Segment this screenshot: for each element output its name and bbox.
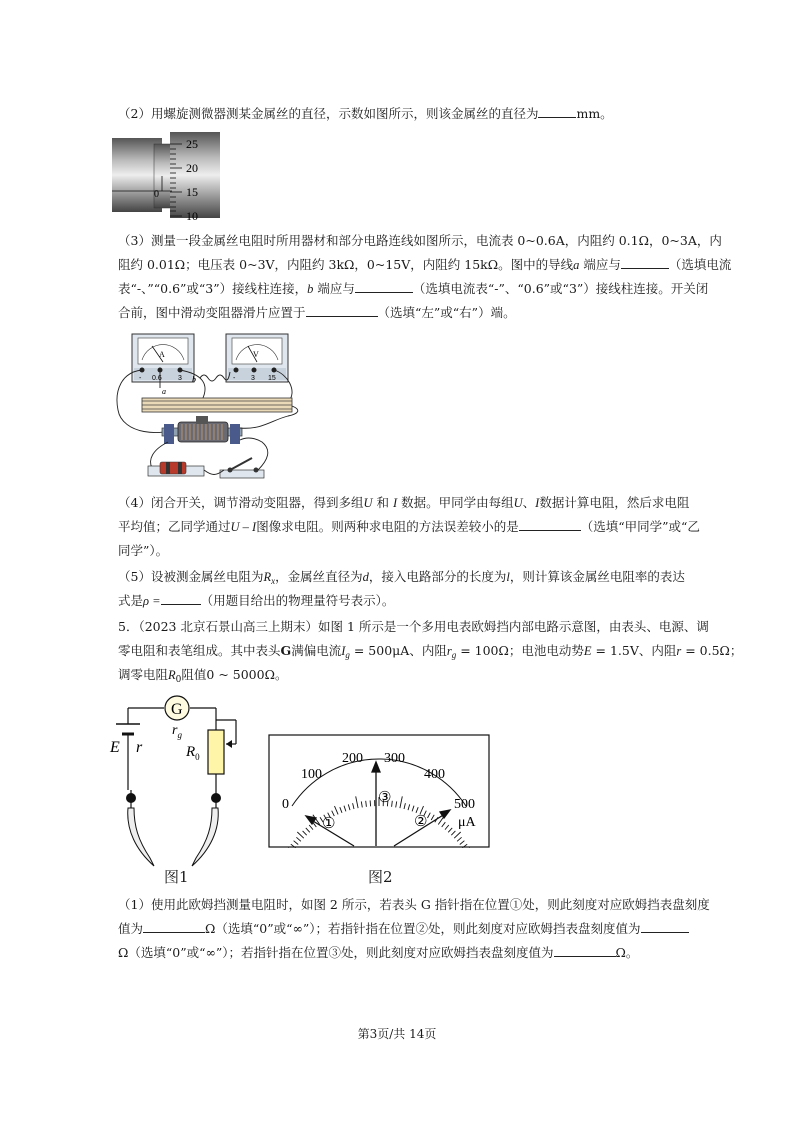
voltmeter-terminal-15: 15 xyxy=(268,375,276,382)
q4-line1: （4）闭合开关，调节滑动变阻器，得到多组U 和 I 数据。甲同学由每组U、I数据计算电阻，然后求电阻 xyxy=(118,495,690,510)
figure-1-ohmmeter-circuit xyxy=(108,690,258,890)
wire-b-label: b xyxy=(192,375,196,384)
voltmeter-symbol: V xyxy=(253,350,259,359)
p5q1-line1: （1）使用此欧姆挡测量电阻时，如图 2 所示，若表头 G 指针指在位置①处，则此刻度对应欧姆挡表盘刻度 xyxy=(118,897,710,912)
scale-200: 200 xyxy=(342,751,363,766)
voltmeter-terminal-3: 3 xyxy=(251,375,255,382)
micrometer-label-10: 10 xyxy=(186,209,198,220)
micrometer-label-25: 25 xyxy=(186,137,198,151)
micrometer-zero: 0 xyxy=(154,189,159,200)
answer-blank[interactable] xyxy=(143,920,205,933)
micrometer-figure xyxy=(110,130,222,220)
scale-400: 400 xyxy=(424,767,445,782)
ammeter-terminal-neg: - xyxy=(139,375,142,382)
q3-line4: 合前，图中滑动变阻器滑片应置于 （选填“左”或“右”）端。 xyxy=(118,305,516,320)
answer-blank[interactable] xyxy=(161,592,201,605)
micrometer-label-20: 20 xyxy=(186,161,198,175)
ammeter xyxy=(132,334,194,382)
unit-label: μA xyxy=(458,815,476,830)
scale-100: 100 xyxy=(301,767,322,782)
answer-blank[interactable] xyxy=(355,280,413,293)
figure-2-caption: 图2 xyxy=(368,868,393,886)
q3-line2: 阻约 0.01Ω；电压表 0~3V，内阻约 3kΩ，0~15V，内阻约 15kΩ。图中的导线a 端应与 （选填电流 xyxy=(118,257,732,272)
position-1-label: ① xyxy=(322,814,336,832)
resistance-wire-board xyxy=(142,398,292,412)
answer-blank[interactable] xyxy=(538,105,576,118)
ammeter-terminal-0.6: 0.6 xyxy=(152,375,162,382)
page-footer: 第3页/共 14页 xyxy=(357,1027,437,1041)
figure-1-caption: 图1 xyxy=(164,868,189,886)
battery xyxy=(148,462,204,476)
switch xyxy=(220,458,264,478)
p5-line3: 调零电阻$R_0$阻值0 ~ 5000Ω。 xyxy=(118,667,288,685)
test-lead-left xyxy=(126,793,154,866)
galvanometer-symbol xyxy=(165,696,189,720)
q4-line3: 同学”）。 xyxy=(118,543,169,558)
p5q1-line2: 值为 Ω（选填“0”或“∞”）；若指针指在位置②处，则此刻度对应欧姆挡表盘刻度值为 xyxy=(118,920,689,938)
sliding-rheostat xyxy=(162,416,242,444)
battery-symbol xyxy=(116,724,140,734)
internal-r-label: r xyxy=(136,739,143,756)
q3-line3: 表“-、”“0.6”或“3”）接线柱连接，b 端应与 （选填电流表“-”、“0.6”或“3”）接线柱连接。开关闭 xyxy=(118,281,709,296)
emf-label: E xyxy=(110,739,120,756)
voltmeter xyxy=(226,334,288,382)
answer-blank[interactable] xyxy=(519,518,581,531)
dial-tick xyxy=(370,800,371,806)
answer-blank[interactable] xyxy=(641,920,689,933)
scale-0: 0 xyxy=(282,797,289,812)
scale-500: 500 xyxy=(454,797,475,812)
galvanometer-label: G xyxy=(171,701,183,718)
resistor-R0 xyxy=(208,730,232,774)
q5-line1: （5）设被测金属丝电阻为$R_x$，金属丝直径为d，接入电路部分的长度为l，则计算该金属丝电阻率的表达 xyxy=(118,569,685,586)
p5-line2: 零电阻和表笔组成。其中表头G满偏电流$I_g = 500\mu A$、内阻$r_g = 100\Omega$；电池电动势E = 1.5V、内阻r = 0.5Ω； xyxy=(118,643,743,660)
voltmeter-terminal-neg: - xyxy=(233,375,236,382)
test-lead-right xyxy=(192,793,221,866)
wire-a-label: a xyxy=(162,387,166,396)
ammeter-symbol: A xyxy=(159,350,165,359)
micrometer-label-15: 15 xyxy=(186,185,198,199)
position-3-label: ③ xyxy=(378,788,392,806)
R0-label: $R_0$ xyxy=(186,744,200,762)
p5q1-line3: Ω（选填“0”或“∞”）；若指针指在位置③处，则此刻度对应欧姆挡表盘刻度值为 Ω。 xyxy=(118,945,639,960)
ammeter-terminal-3: 3 xyxy=(178,375,182,382)
q4-line2: 平均值；乙同学通过U – I图像求电阻。则两种求电阻的方法误差较小的是 （选填“甲同学”或“乙 xyxy=(118,519,700,534)
q5-line2: 式是ρ = （用题目给出的物理量符号表示）。 xyxy=(118,593,395,608)
answer-blank[interactable] xyxy=(306,304,378,317)
q2-text: （2）用螺旋测微器测某金属丝的直径，示数如图所示，则该金属丝的直径为 mm。 xyxy=(118,106,613,121)
p5-line1: 5．（2023 北京石景山高三上期末）如图 1 所示是一个多用电表欧姆挡内部电路示意图，由表头、电源、调 xyxy=(118,619,709,634)
answer-blank[interactable] xyxy=(554,944,616,957)
rg-label: $r_g$ xyxy=(172,723,182,740)
position-2-label: ② xyxy=(414,812,428,830)
q3-line1: （3）测量一段金属丝电阻时所用器材和部分电路连线如图所示，电流表 0~0.6A，内阻约 0.1Ω，0~3A，内 xyxy=(118,233,722,248)
figure-2-meter-dial xyxy=(268,734,490,848)
circuit-apparatus-figure xyxy=(112,330,302,488)
scale-300: 300 xyxy=(384,751,405,766)
answer-blank[interactable] xyxy=(621,256,669,269)
